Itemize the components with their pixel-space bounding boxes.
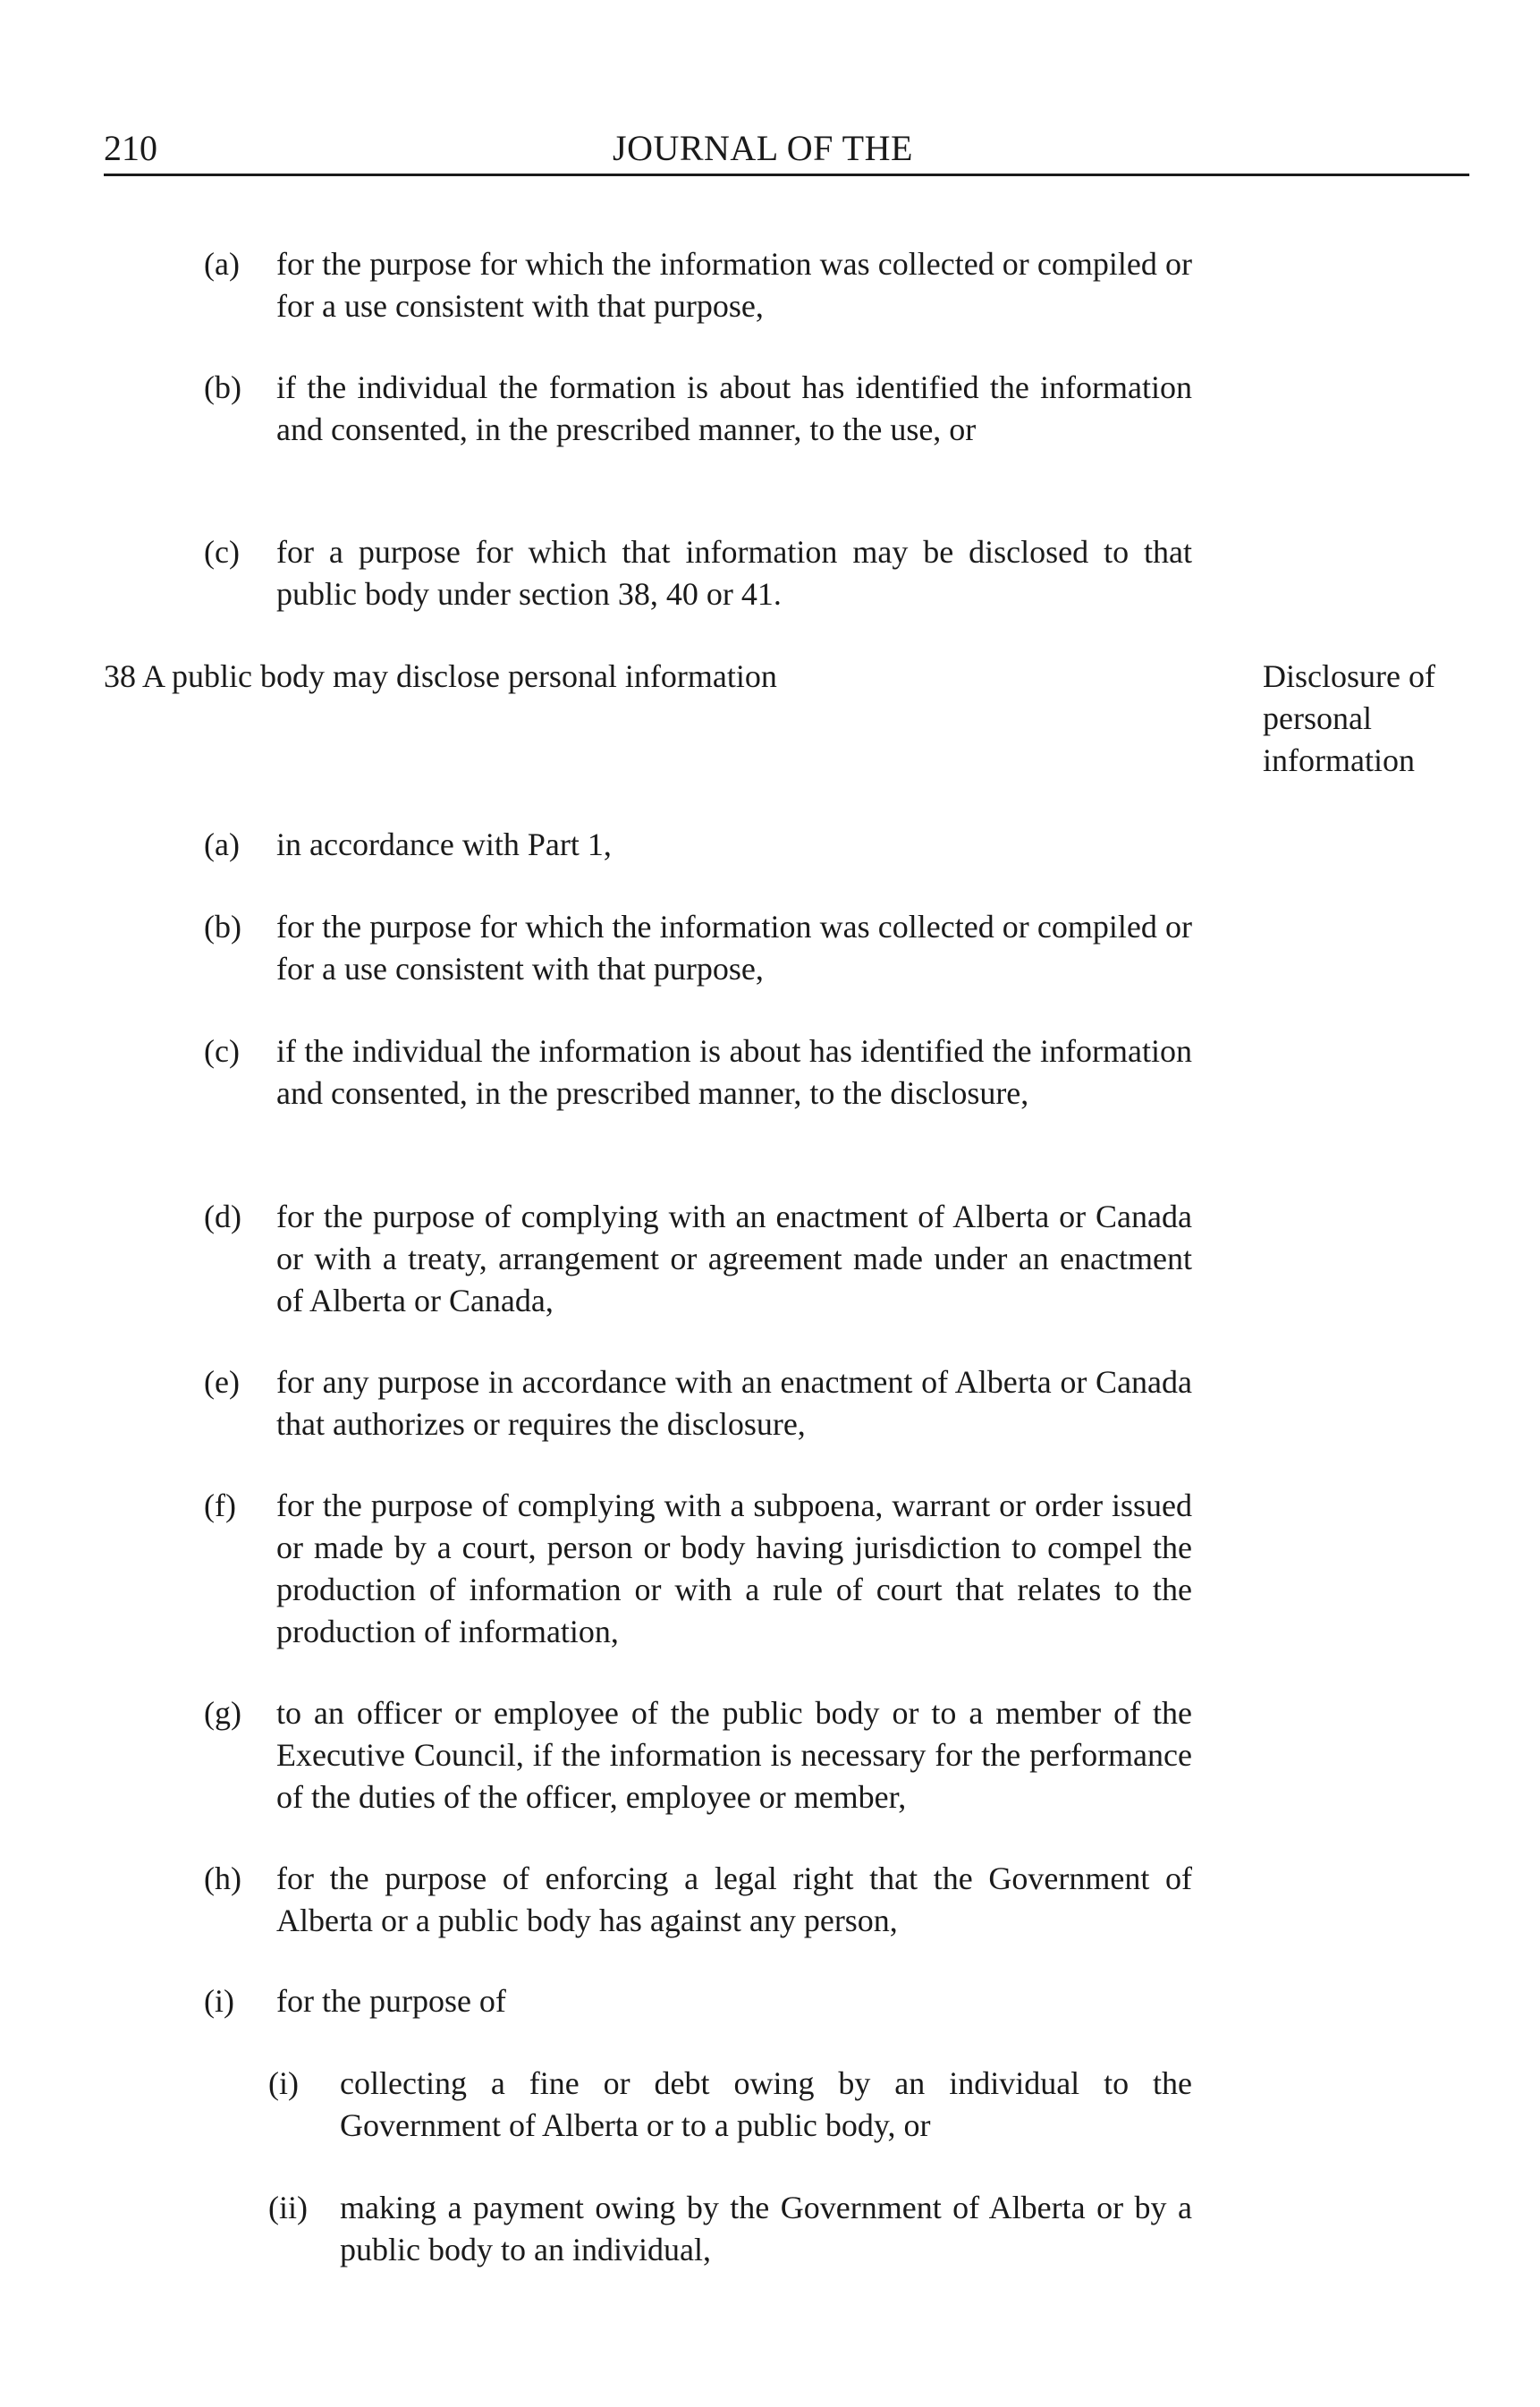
clause-text: for a purpose for which that information may be disclosed to that public body under section 38, 40 or 41. — [276, 534, 1192, 612]
clause-text: for the purpose of complying with an enactment of Alberta or Canada or with a treaty, arrangement or agreement made under an enactment of Alberta or Canada, — [276, 1199, 1192, 1318]
clause-text: for the purpose of enforcing a legal right that the Government of Alberta or a public body has against any person, — [276, 1860, 1192, 1938]
clause-text: if the individual the information is about has identified the information and consented, in the prescribed manner, to the disclosure, — [276, 1033, 1192, 1111]
subclause-label: (ii) — [268, 2190, 308, 2225]
clause-text: for the purpose of — [276, 1983, 506, 2019]
clause-label: (a) — [204, 246, 240, 282]
clause-text: for the purpose for which the information was collected or compiled or for a use consistent with that purpose, — [276, 246, 1192, 324]
clause-label: (b) — [204, 369, 241, 405]
clause-text: for any purpose in accordance with an enactment of Alberta or Canada that authorizes or requires the disclosure, — [276, 1364, 1192, 1442]
clause-label: (c) — [204, 1033, 240, 1069]
clause-text: for the purpose for which the information was collected or compiled or for a use consistent with that purpose, — [276, 909, 1192, 987]
section-38-intro: 38 A public body may disclose personal information — [104, 658, 777, 694]
subclause-text: making a payment owing by the Government of Alberta or by a public body to an individual, — [340, 2190, 1192, 2267]
clause-text: to an officer or employee of the public body or to a member of the Executive Council, if the information is necessary for the performance of the duties of the officer, employee or member, — [276, 1695, 1192, 1815]
clause-label: (a) — [204, 826, 240, 862]
page-number: 210 — [104, 128, 157, 168]
clause-label: (d) — [204, 1199, 241, 1234]
clause-text: for the purpose of complying with a subpoena, warrant or order issued or made by a court, person or body having jurisdiction to compel the production of information or with a rule of court that relates to the production of information, — [276, 1487, 1192, 1649]
clause-label: (e) — [204, 1364, 240, 1400]
clause-label: (i) — [204, 1983, 234, 2019]
margin-note: Disclosure of personal information — [1263, 658, 1435, 778]
subclause-label: (i) — [268, 2065, 299, 2101]
clause-label: (f) — [204, 1487, 236, 1523]
subclause-text: collecting a fine or debt owing by an individual to the Government of Alberta or to a public body, or — [340, 2065, 1192, 2143]
clause-text: in accordance with Part 1, — [276, 826, 612, 862]
clause-label: (h) — [204, 1860, 241, 1896]
clause-label: (g) — [204, 1695, 241, 1731]
running-head: JOURNAL OF THE — [613, 128, 913, 168]
clause-label: (c) — [204, 534, 240, 570]
clause-text: if the individual the formation is about has identified the information and consented, in the prescribed manner, to the use, or — [276, 369, 1192, 447]
header-rule — [104, 174, 1469, 176]
clause-label: (b) — [204, 909, 241, 945]
